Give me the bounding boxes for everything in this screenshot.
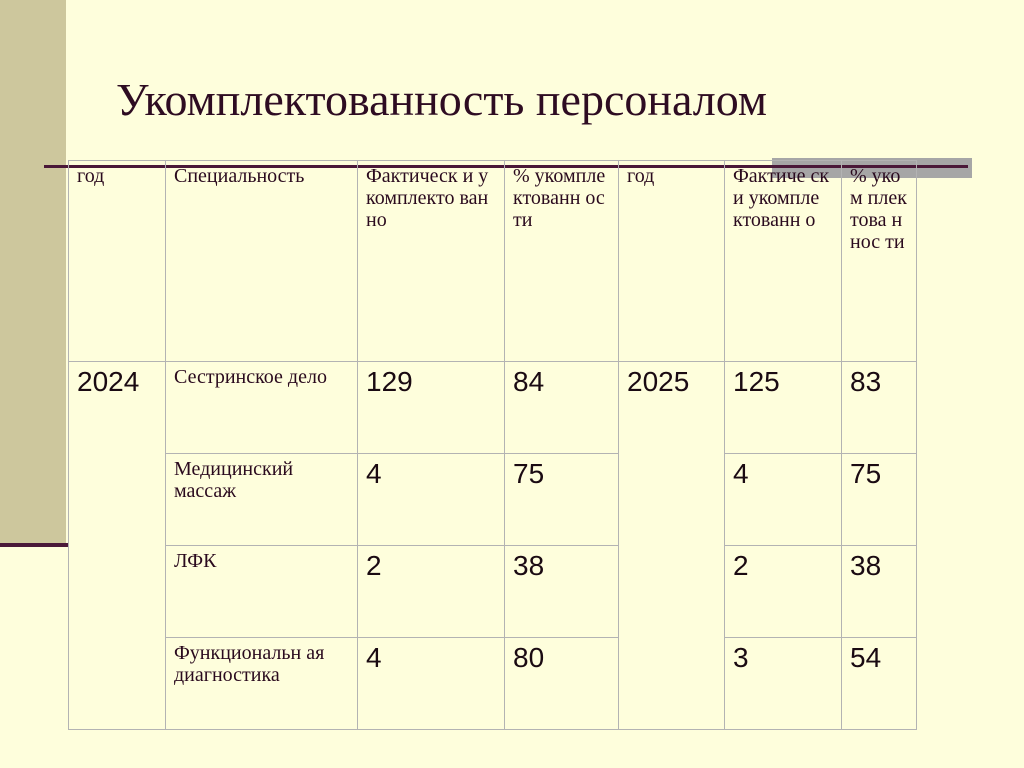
actual-cell-2: 4 — [725, 454, 842, 546]
percent-cell-1: 80 — [505, 638, 619, 730]
header-percent-2: % уком плек това ннос ти — [842, 161, 917, 362]
percent-cell-2: 38 — [842, 546, 917, 638]
actual-cell-2: 2 — [725, 546, 842, 638]
side-decoration-bar — [0, 0, 66, 545]
actual-cell-1: 4 — [358, 638, 505, 730]
percent-cell-2: 83 — [842, 362, 917, 454]
percent-cell-1: 75 — [505, 454, 619, 546]
slide-title: Укомплектованность персоналом — [116, 74, 767, 125]
percent-cell-2: 54 — [842, 638, 917, 730]
specialty-cell: Медицинский массаж — [166, 454, 358, 546]
table-row — [69, 362, 917, 454]
actual-cell-1: 129 — [358, 362, 505, 454]
header-percent-1: % укомпле ктованн ости — [505, 161, 619, 362]
specialty-cell: Сестринское дело — [166, 362, 358, 454]
percent-cell-1: 38 — [505, 546, 619, 638]
side-decoration-rule — [0, 543, 68, 547]
table-row — [69, 638, 917, 730]
table-header-row — [69, 161, 917, 362]
actual-cell-2: 3 — [725, 638, 842, 730]
header-year-2: год — [619, 161, 725, 362]
year-cell-2: 2025 — [619, 362, 725, 730]
percent-cell-2: 75 — [842, 454, 917, 546]
table-row — [69, 454, 917, 546]
staffing-table — [68, 160, 917, 730]
specialty-cell: ЛФК — [166, 546, 358, 638]
header-year-1: год — [69, 161, 166, 362]
table-row — [69, 546, 917, 638]
header-specialty: Специальность — [166, 161, 358, 362]
header-actual-1: Фактическ и укомплекто ванно — [358, 161, 505, 362]
header-actual-2: Фактиче ски укомпле ктованн о — [725, 161, 842, 362]
specialty-cell: Функциональн ая диагностика — [166, 638, 358, 730]
actual-cell-2: 125 — [725, 362, 842, 454]
year-cell-1: 2024 — [69, 362, 166, 730]
percent-cell-1: 84 — [505, 362, 619, 454]
actual-cell-1: 2 — [358, 546, 505, 638]
actual-cell-1: 4 — [358, 454, 505, 546]
